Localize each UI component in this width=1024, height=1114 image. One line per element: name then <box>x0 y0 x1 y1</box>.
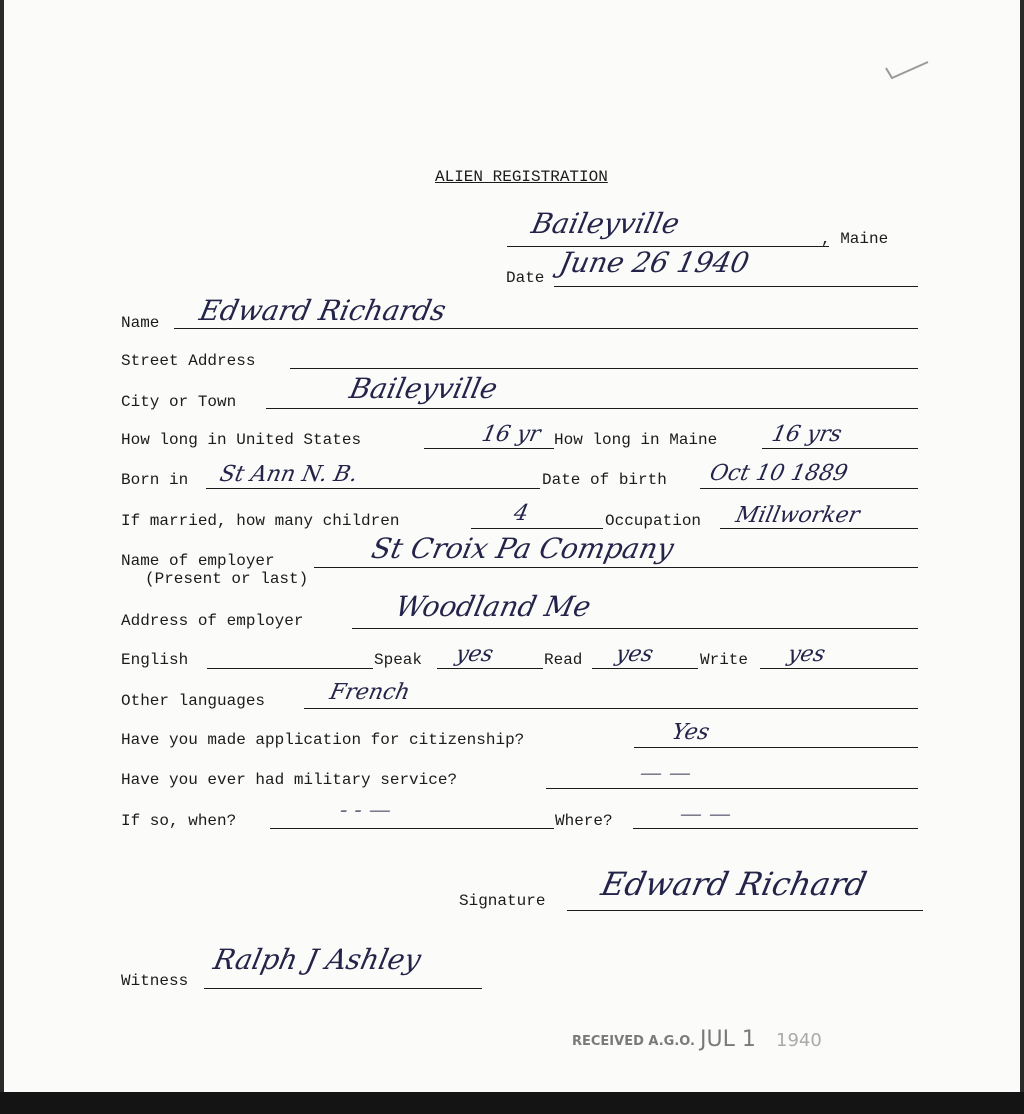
when-line <box>270 828 554 829</box>
signature-value: Edward Richard <box>597 865 871 903</box>
citizenship-value: Yes <box>669 720 712 745</box>
employer-address-value: Woodland Me <box>392 590 594 623</box>
speak-value: yes <box>453 642 496 667</box>
dob-value: Oct 10 1889 <box>707 461 850 486</box>
date-value: June 26 1940 <box>556 246 753 279</box>
city-town-label: City or Town <box>121 393 237 411</box>
read-value: yes <box>613 642 656 667</box>
street-label: Street Address <box>121 352 256 370</box>
employer-line <box>314 567 918 568</box>
us-label: How long in United States <box>121 431 362 449</box>
street-line <box>290 368 918 369</box>
where-label: Where? <box>555 812 613 830</box>
when-label: If so, when? <box>121 812 237 830</box>
occupation-value: Millworker <box>733 503 862 528</box>
children-line <box>471 528 603 529</box>
write-line <box>760 668 918 669</box>
employer-address-label: Address of employer <box>121 612 304 630</box>
name-label: Name <box>121 314 160 332</box>
born-label: Born in <box>121 471 189 489</box>
dob-line <box>700 488 918 489</box>
witness-label: Witness <box>121 972 189 990</box>
when-value: - - — <box>337 798 394 823</box>
employer-address-line <box>352 628 918 629</box>
date-label: Date <box>506 269 545 287</box>
name-line <box>174 328 918 329</box>
other-lang-value: French <box>327 680 413 705</box>
where-value: — — <box>677 802 734 827</box>
write-value: yes <box>785 642 828 667</box>
city-town-line <box>266 408 918 409</box>
english-label: English <box>121 651 189 669</box>
received-stamp-year: 1940 <box>776 1030 822 1051</box>
write-label: Write <box>700 651 749 669</box>
employer-sublabel: (Present or last) <box>145 570 309 588</box>
maine-label: How long in Maine <box>554 431 718 449</box>
witness-value: Ralph J Ashley <box>210 943 424 976</box>
citizenship-label: Have you made application for citizenship? <box>121 731 525 749</box>
children-label: If married, how many children <box>121 512 400 530</box>
us-value: 16 yr <box>479 422 543 447</box>
occupation-line <box>720 528 918 529</box>
born-value: St Ann N. B. <box>217 462 360 487</box>
us-line <box>424 448 554 449</box>
military-value: — — <box>637 761 694 786</box>
dob-label: Date of birth <box>542 471 667 489</box>
name-value: Edward Richards <box>196 294 449 327</box>
scan-border <box>0 1092 1024 1114</box>
occupation-label: Occupation <box>605 512 702 530</box>
form-title: ALIEN REGISTRATION <box>435 168 608 186</box>
where-line <box>633 828 918 829</box>
born-line <box>206 488 540 489</box>
maine-line <box>762 448 918 449</box>
speak-line <box>437 668 543 669</box>
military-label: Have you ever had military service? <box>121 771 458 789</box>
signature-label: Signature <box>459 892 546 910</box>
children-value: 4 <box>511 501 531 526</box>
read-line <box>592 668 698 669</box>
read-label: Read <box>544 651 583 669</box>
city-town-value: Baileyville <box>346 372 501 405</box>
speak-label: Speak <box>374 651 423 669</box>
other-lang-label: Other languages <box>121 692 266 710</box>
received-stamp-label: RECEIVED A.G.O. <box>572 1034 695 1049</box>
state-label: , Maine <box>821 230 889 248</box>
signature-line <box>567 910 923 911</box>
employer-value: St Croix Pa Company <box>368 532 677 565</box>
received-stamp-date: JUL 1 <box>700 1027 756 1052</box>
english-line <box>207 668 373 669</box>
date-line <box>554 286 918 287</box>
maine-value: 16 yrs <box>769 422 844 447</box>
city-value: Baileyville <box>528 207 683 240</box>
form-sheet <box>4 0 1020 1092</box>
other-lang-line <box>304 708 918 709</box>
military-line <box>546 788 918 789</box>
employer-label: Name of employer <box>121 552 275 570</box>
citizenship-line <box>634 747 918 748</box>
check-mark-icon <box>884 58 932 82</box>
witness-line <box>204 988 482 989</box>
